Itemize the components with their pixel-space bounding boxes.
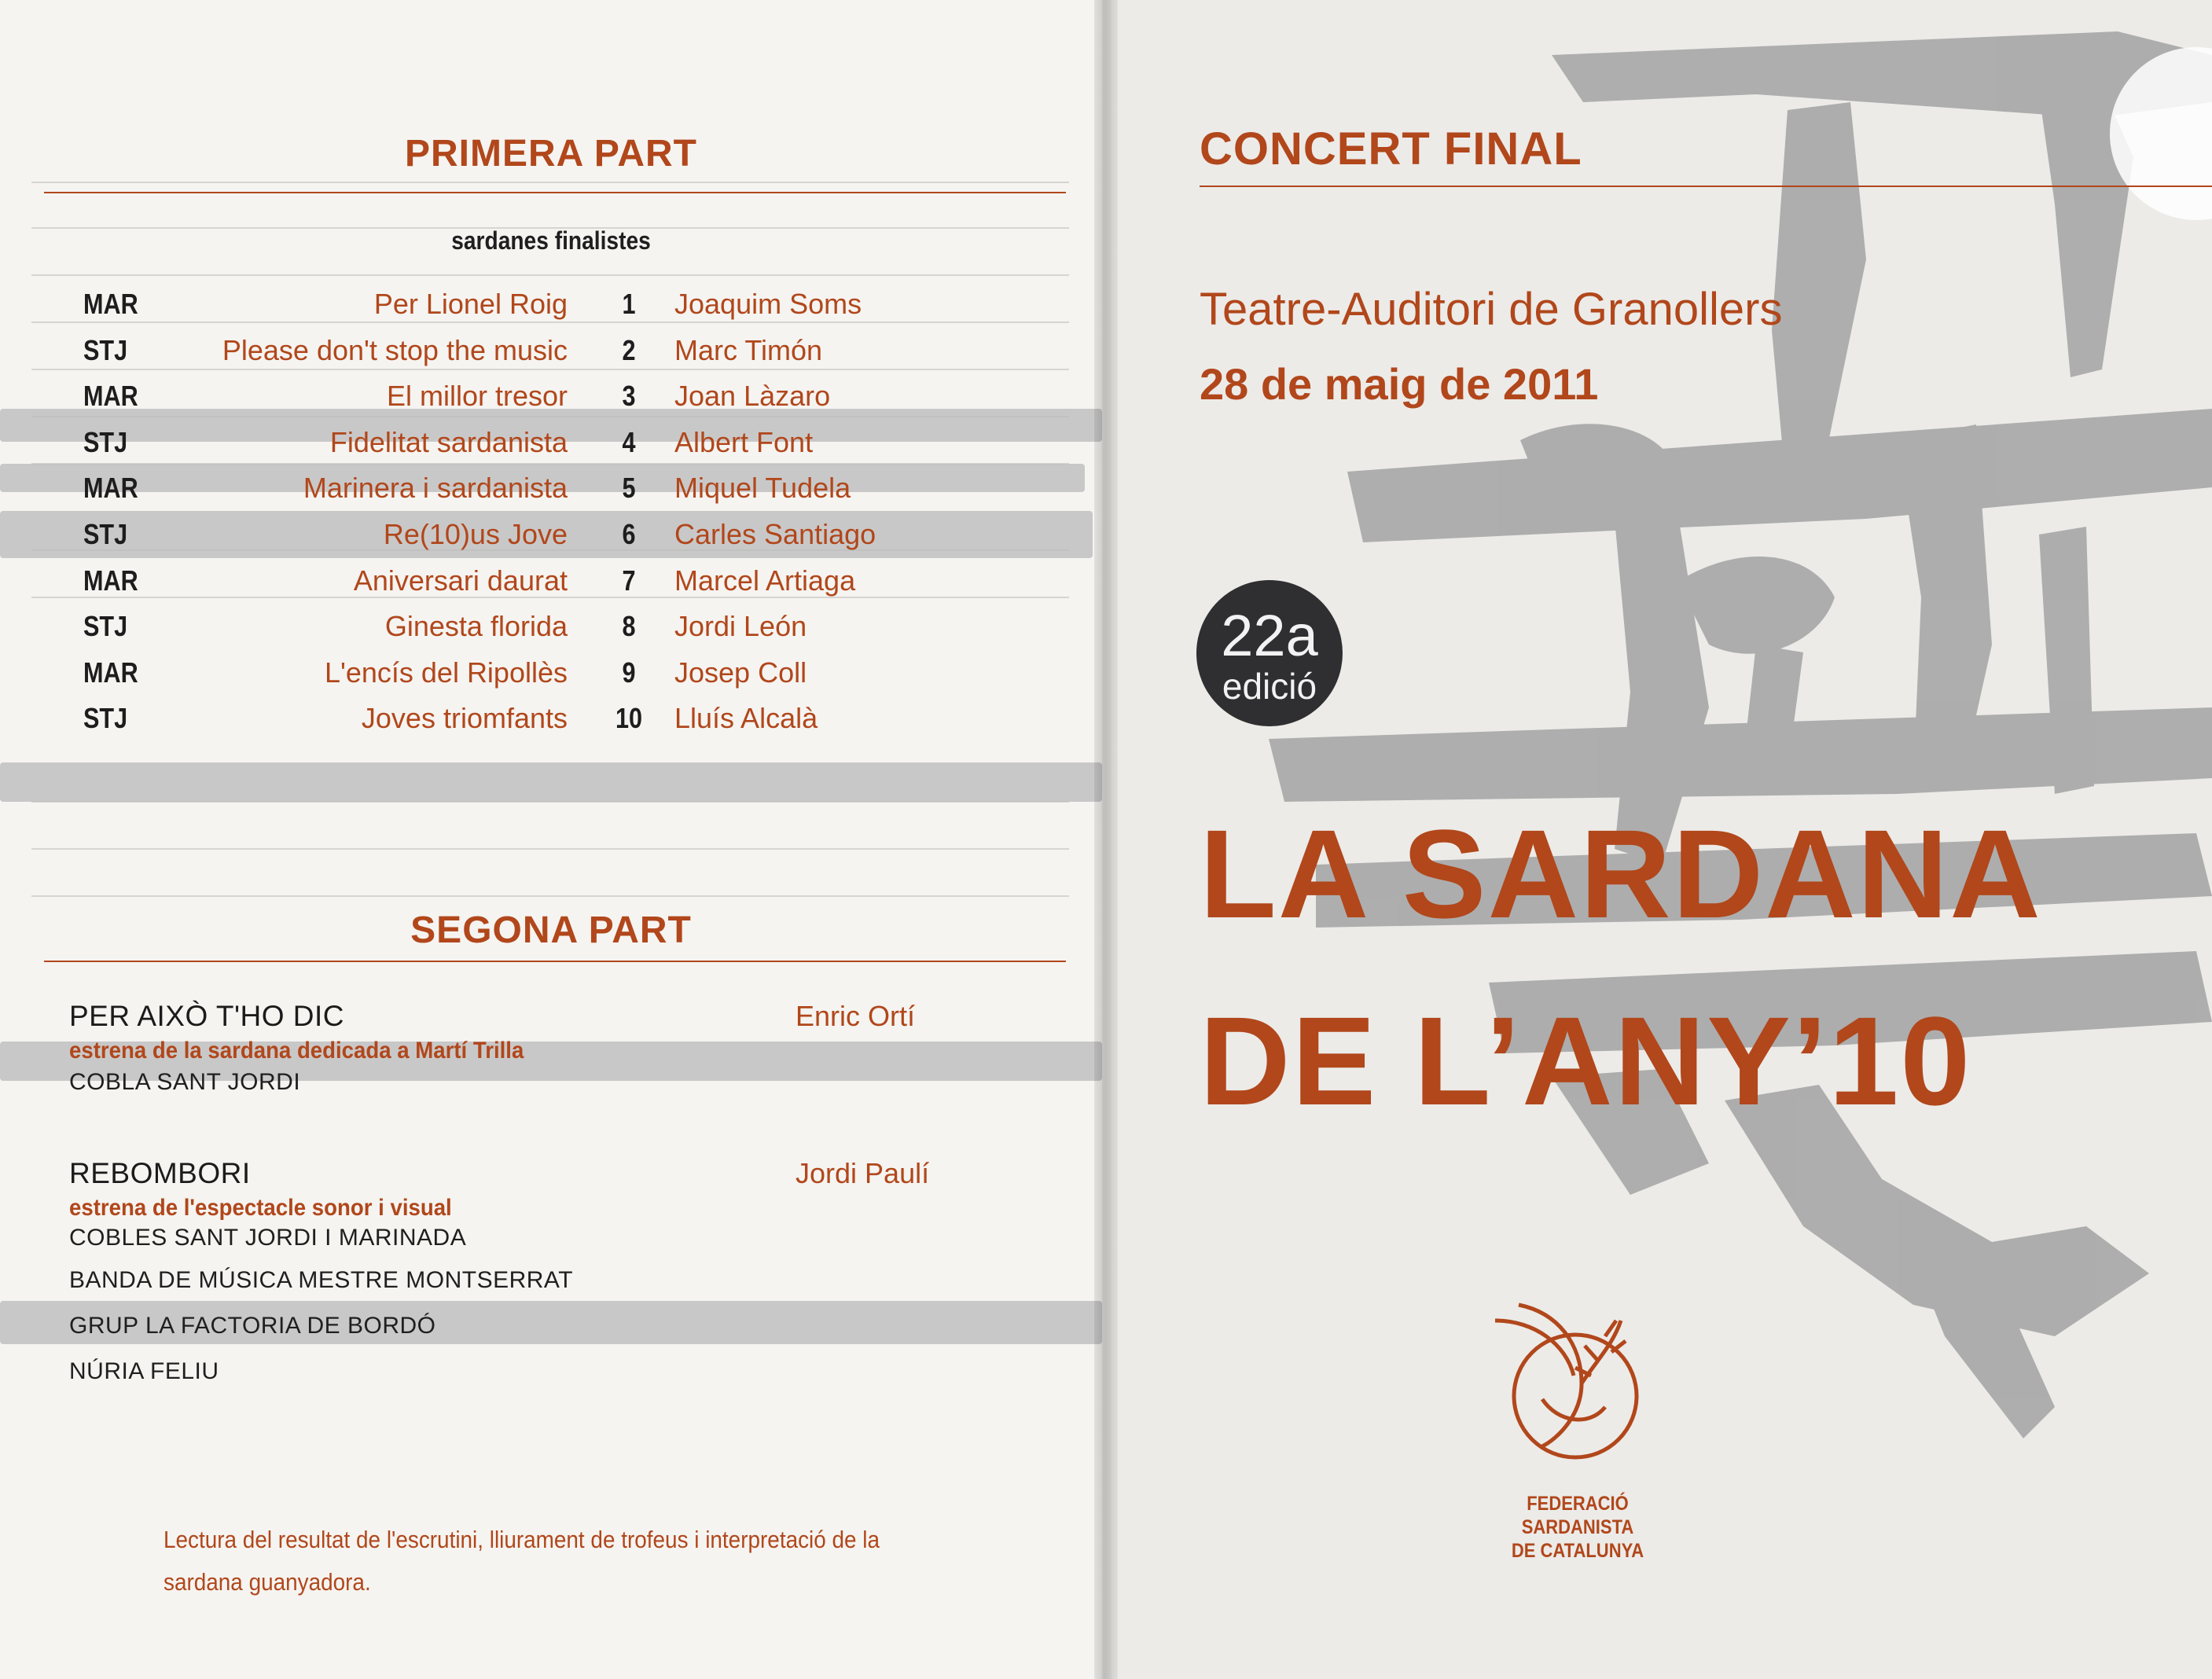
sardana-title: Aniversari daurat	[353, 564, 568, 597]
federation-logo	[1487, 1289, 1660, 1478]
finalist-number: 1	[622, 288, 636, 320]
piece-subtitle: estrena de l'espectacle sonor i visual	[69, 1195, 452, 1221]
segona-part-heading: SEGONA PART	[410, 909, 692, 951]
piece-title: PER AIXÒ T'HO DIC	[69, 1000, 345, 1032]
performer: GRUP LA FACTORIA DE BORDÓ	[69, 1313, 436, 1339]
primera-part-heading: PRIMERA PART	[405, 133, 697, 175]
performer: COBLES SANT JORDI I MARINADA	[69, 1225, 467, 1251]
closing-note: Lectura del resultat de l'escrutini, lliurament de trofeus i interpretació de la sardana guanyadora.	[164, 1526, 880, 1596]
cobla-code: MAR	[83, 564, 138, 597]
finalist-row	[0, 518, 1102, 564]
finalist-number: 10	[615, 702, 643, 735]
cobla-code: MAR	[83, 380, 138, 413]
federation-name-line2: DE CATALUNYA	[1511, 1540, 1644, 1562]
sardana-title: Re(10)us Jove	[383, 518, 568, 550]
performer: COBLA SANT JORDI	[69, 1069, 301, 1095]
piece-composer: Enric Ortí	[796, 1000, 916, 1032]
finalist-row	[0, 564, 1102, 610]
concert-final-heading: CONCERT FINAL	[1200, 123, 1582, 175]
program-page-right	[1112, 0, 2212, 1679]
finalist-number: 2	[622, 333, 636, 366]
piece-composer: Jordi Paulí	[796, 1157, 930, 1189]
finalist-row	[0, 426, 1102, 472]
composer-name: Marcel Artiaga	[674, 564, 856, 597]
federation-name	[1477, 1492, 1677, 1563]
composer-name: Joaquim Soms	[674, 288, 862, 320]
sardana-title: Fidelitat sardanista	[329, 425, 568, 458]
finalist-number: 4	[622, 425, 636, 458]
cobla-code: STJ	[83, 610, 128, 643]
finalist-row	[0, 610, 1102, 656]
performer: BANDA DE MÚSICA MESTRE MONTSERRAT	[69, 1267, 574, 1293]
sardana-title: Per Lionel Roig	[373, 288, 568, 320]
finalist-number: 3	[622, 380, 636, 413]
segona-part-rule	[44, 961, 1066, 962]
main-title-line1: LA SARDANA	[1200, 803, 2042, 944]
sardana-title: Joves triomfants	[361, 702, 568, 735]
finalist-number: 7	[622, 564, 636, 597]
sardana-title: Ginesta florida	[384, 610, 568, 643]
composer-name: Carles Santiago	[674, 518, 876, 550]
concert-date: 28 de maig de 2011	[1200, 359, 1599, 409]
finalist-row	[0, 334, 1102, 380]
finalist-row	[0, 288, 1102, 333]
primera-part-rule	[44, 192, 1066, 193]
main-title-line2: DE L’ANY’10	[1200, 990, 1972, 1131]
cobla-code: MAR	[83, 288, 138, 320]
finalist-number: 6	[622, 518, 636, 550]
edition-word: edició	[1222, 666, 1317, 707]
performer: NÚRIA FELIU	[69, 1358, 219, 1384]
federation-name-line1: FEDERACIÓ SARDANISTA	[1521, 1493, 1634, 1538]
venue: Teatre-Auditori de Granollers	[1200, 284, 1783, 335]
cobla-code: MAR	[83, 656, 138, 689]
finalist-number: 9	[622, 656, 636, 689]
program-page-left	[0, 0, 1102, 1679]
edition-number: 22a	[1221, 603, 1318, 668]
finalist-row	[0, 380, 1102, 425]
piece-subtitle: estrena de la sardana dedicada a Martí Trilla	[69, 1038, 524, 1064]
concert-final-rule	[1200, 186, 2212, 187]
composer-name: Miquel Tudela	[674, 472, 851, 505]
finalist-row	[0, 472, 1102, 517]
composer-name: Lluís Alcalà	[674, 702, 818, 735]
cobla-code: STJ	[83, 333, 128, 366]
finalist-number: 5	[622, 472, 636, 505]
page-fold	[1094, 0, 1118, 1679]
cobla-code: STJ	[83, 518, 128, 550]
composer-name: Jordi León	[674, 610, 807, 643]
composer-name: Joan Làzaro	[674, 380, 831, 413]
sardana-title: L'encís del Ripollès	[324, 656, 568, 689]
composer-name: Albert Font	[674, 425, 814, 458]
cobla-code: STJ	[83, 702, 128, 735]
composer-name: Josep Coll	[674, 656, 807, 689]
finalist-number: 8	[622, 610, 636, 643]
edition-badge	[1196, 580, 1343, 726]
sardana-title: Marinera i sardanista	[303, 472, 568, 505]
finalist-row	[0, 702, 1102, 748]
cobla-code: STJ	[83, 425, 128, 458]
sardana-title: Please don't stop the music	[222, 333, 568, 366]
piece-title: REBOMBORI	[69, 1157, 251, 1189]
finalist-subheading: sardanes finalistes	[451, 226, 651, 255]
brush-stroke	[0, 762, 1102, 802]
sardana-title: El millor tresor	[386, 380, 568, 413]
finalist-row	[0, 656, 1102, 702]
composer-name: Marc Timón	[674, 333, 823, 366]
cobla-code: MAR	[83, 472, 138, 505]
